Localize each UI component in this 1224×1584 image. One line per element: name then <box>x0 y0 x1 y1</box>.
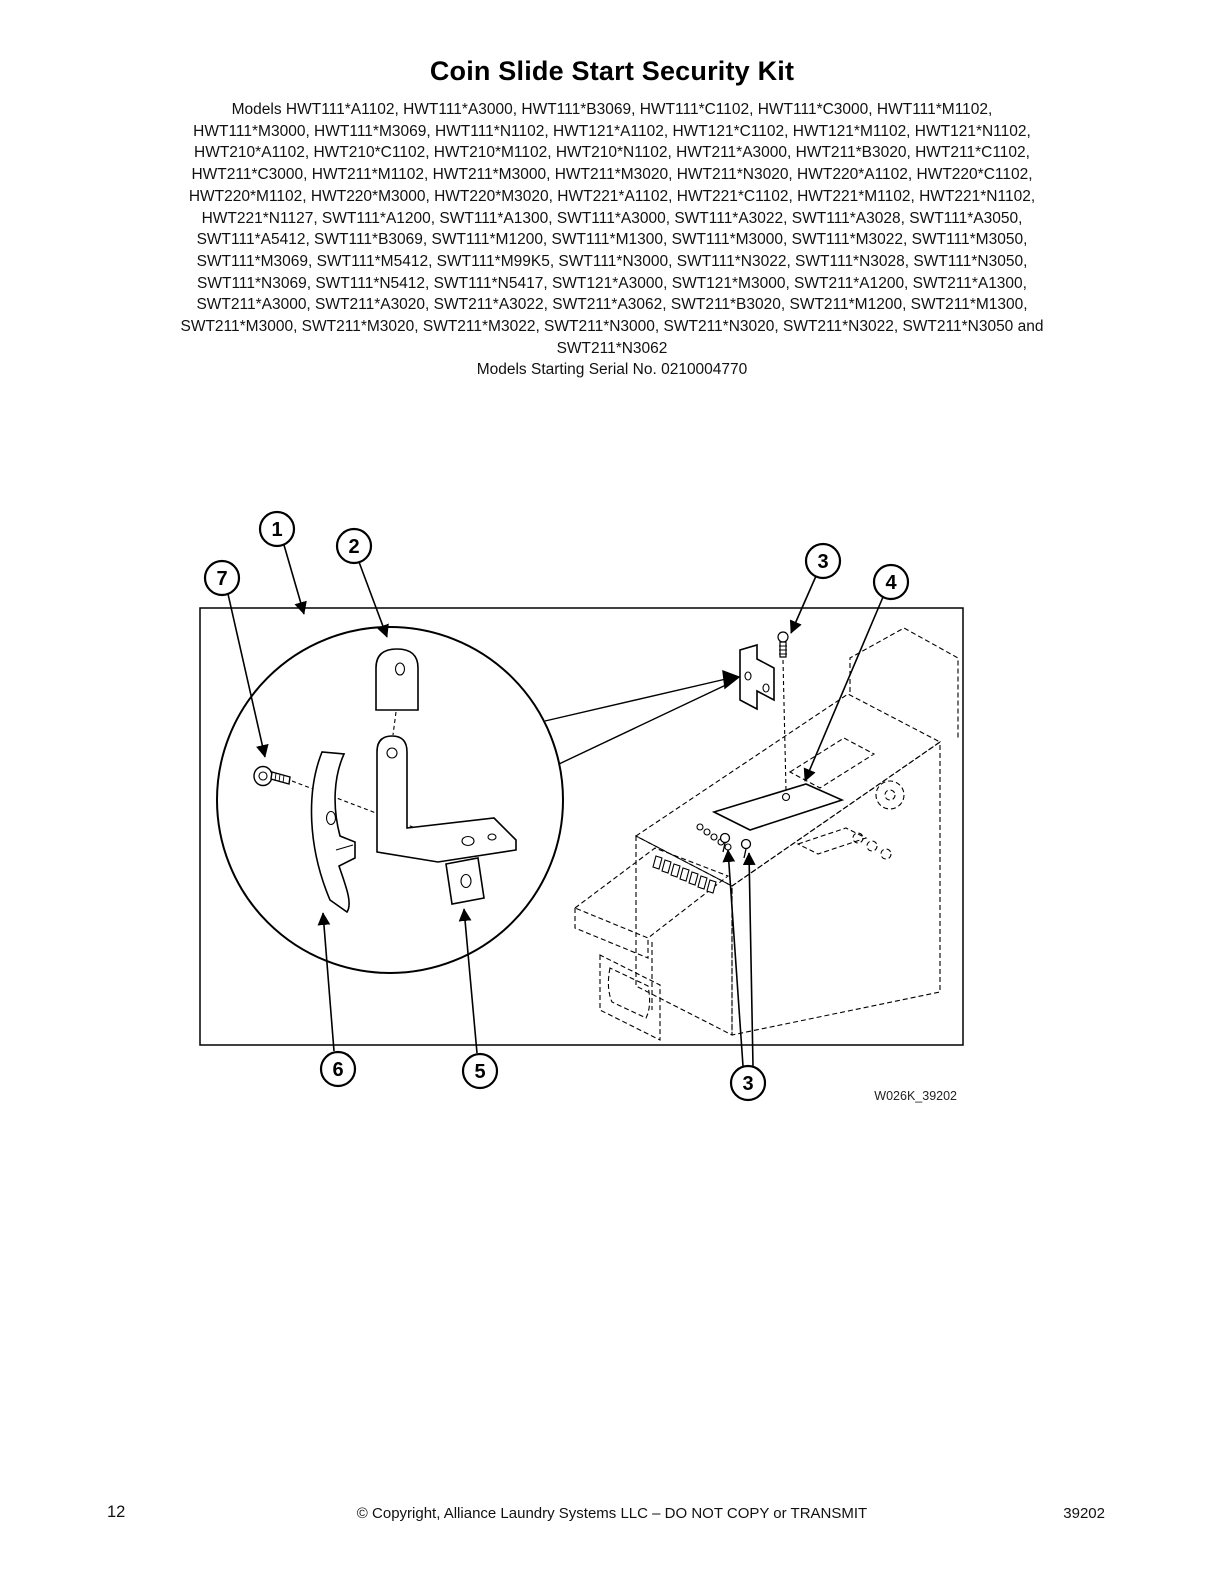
figure-code: W026K_39202 <box>874 1089 957 1103</box>
callout-3-top-label: 3 <box>817 551 829 573</box>
callout-1 <box>260 512 294 546</box>
callout-5 <box>463 1054 497 1088</box>
callout-5-label: 5 <box>474 1061 486 1083</box>
callout-4 <box>874 565 908 599</box>
model-list-line: HWT221*N1127, SWT111*A1200, SWT111*A1300, SWT111*A3000, SWT111*A3022, SWT111*A3028, SWT111*A3050, <box>201 209 1023 227</box>
model-list <box>55 99 1169 381</box>
callout-2-label: 2 <box>348 536 360 558</box>
callout-3-bottom <box>731 1066 765 1100</box>
page-number: 12 <box>107 1503 126 1521</box>
model-list-line: SWT111*N3069, SWT111*N5412, SWT111*N5417, SWT121*A3000, SWT121*M3000, SWT211*A1200, SWT211*A1300, <box>197 274 1027 292</box>
callout-4-label: 4 <box>885 572 897 594</box>
serial-number-line: Models Starting Serial No. 0210004770 <box>476 361 748 379</box>
callout-7 <box>205 561 239 595</box>
page-footer <box>0 1503 1224 1533</box>
model-list-line: SWT111*A5412, SWT111*B3069, SWT111*M1200, SWT111*M1300, SWT111*M3000, SWT111*M3022, SWT111*M3050, <box>196 231 1028 249</box>
model-list-line: HWT111*M3000, HWT111*M3069, HWT111*N1102, HWT121*A1102, HWT121*C1102, HWT121*M1102, HWT121*N1102, <box>193 122 1031 140</box>
callout-6-label: 6 <box>332 1059 344 1081</box>
document-number: 39202 <box>1063 1505 1105 1522</box>
model-list-line: SWT211*A3000, SWT211*A3020, SWT211*A3022, SWT211*A3062, SWT211*B3020, SWT211*M1200, SWT211*M1300, <box>196 296 1028 314</box>
callout-7-label: 7 <box>216 568 228 590</box>
model-list-line: HWT211*C3000, HWT211*M1102, HWT211*M3000, HWT211*M3020, HWT211*N3020, HWT220*A1102, HWT220*C1102, <box>191 166 1033 184</box>
callout-3-bottom-label: 3 <box>742 1073 754 1095</box>
tab-part-2 <box>376 649 418 710</box>
callout-1-label: 1 <box>271 519 283 541</box>
callout-2 <box>337 529 371 563</box>
screw-part-3-top <box>778 632 788 657</box>
model-list-line: SWT111*M3069, SWT111*M5412, SWT111*M99K5, SWT111*N3000, SWT111*N3022, SWT111*N3028, SWT111*N3050, <box>196 252 1028 270</box>
model-list-line: Models HWT111*A1102, HWT111*A3000, HWT111*B3069, HWT111*C1102, HWT111*C3000, HWT111*M1102, <box>231 101 993 118</box>
copyright-notice: © Copyright, Alliance Laundry Systems LLC – DO NOT COPY or TRANSMIT <box>356 1505 868 1522</box>
callout-6 <box>321 1052 355 1086</box>
model-list-line: SWT211*M3000, SWT211*M3020, SWT211*M3022, SWT211*N3000, SWT211*N3020, SWT211*N3022, SWT211*N3050 and <box>180 318 1044 336</box>
callout-3-top <box>806 544 840 578</box>
page-title: Coin Slide Start Security Kit <box>429 56 795 86</box>
model-list-line: HWT220*M1102, HWT220*M3000, HWT220*M3020, HWT221*A1102, HWT221*C1102, HWT221*M1102, HWT221*N1102, <box>188 187 1036 205</box>
kit-exploded-diagram <box>0 500 1224 1120</box>
model-list-line: HWT210*A1102, HWT210*C1102, HWT210*M1102, HWT210*N1102, HWT211*A3000, HWT211*B3020, HWT211*C1102, <box>194 144 1030 162</box>
model-list-line: SWT211*N3062 <box>556 339 668 357</box>
